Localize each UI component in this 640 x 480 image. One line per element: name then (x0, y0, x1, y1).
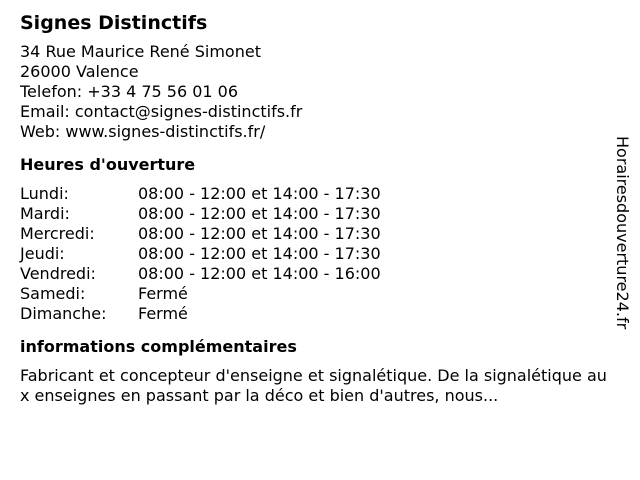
business-card (20, 10, 610, 406)
time-value: 08:00 - 12:00 et 14:00 - 17:30 (138, 204, 381, 223)
address-street: 34 Rue Maurice René Simonet (20, 42, 261, 61)
hours-table (20, 184, 610, 324)
watermark-text: Horairesdouverture24.fr (613, 136, 632, 330)
info-description: Fabricant et concepteur d'enseigne et signalétique. De la signalétique aux enseignes en passant par la déco et bien d'autres, nous... (20, 366, 607, 405)
time-value: 08:00 - 12:00 et 14:00 - 16:00 (138, 264, 381, 283)
hours-row-wednesday (20, 224, 610, 244)
time-value: Fermé (138, 304, 188, 323)
web-line: Web: www.signes-distinctifs.fr/ (20, 122, 266, 141)
info-heading: informations complémentaires (20, 337, 297, 356)
day-label: Lundi: (20, 184, 69, 203)
business-name: Signes Distinctifs (20, 12, 208, 34)
day-label: Vendredi: (20, 264, 96, 283)
hours-row-saturday (20, 284, 610, 304)
day-label: Mardi: (20, 204, 70, 223)
time-value: 08:00 - 12:00 et 14:00 - 17:30 (138, 244, 381, 263)
day-label: Samedi: (20, 284, 86, 303)
day-label: Mercredi: (20, 224, 95, 243)
address-city: 26000 Valence (20, 62, 139, 81)
time-value: 08:00 - 12:00 et 14:00 - 17:30 (138, 184, 381, 203)
day-label: Jeudi: (20, 244, 65, 263)
day-label: Dimanche: (20, 304, 107, 323)
hours-row-sunday (20, 304, 610, 324)
hours-heading: Heures d'ouverture (20, 155, 196, 174)
hours-row-monday (20, 184, 610, 204)
email-line: Email: contact@signes-distinctifs.fr (20, 102, 303, 121)
hours-row-thursday (20, 244, 610, 264)
time-value: 08:00 - 12:00 et 14:00 - 17:30 (138, 224, 381, 243)
hours-row-tuesday (20, 204, 610, 224)
phone-line: Telefon: +33 4 75 56 01 06 (20, 82, 239, 101)
time-value: Fermé (138, 284, 188, 303)
hours-row-friday (20, 264, 610, 284)
